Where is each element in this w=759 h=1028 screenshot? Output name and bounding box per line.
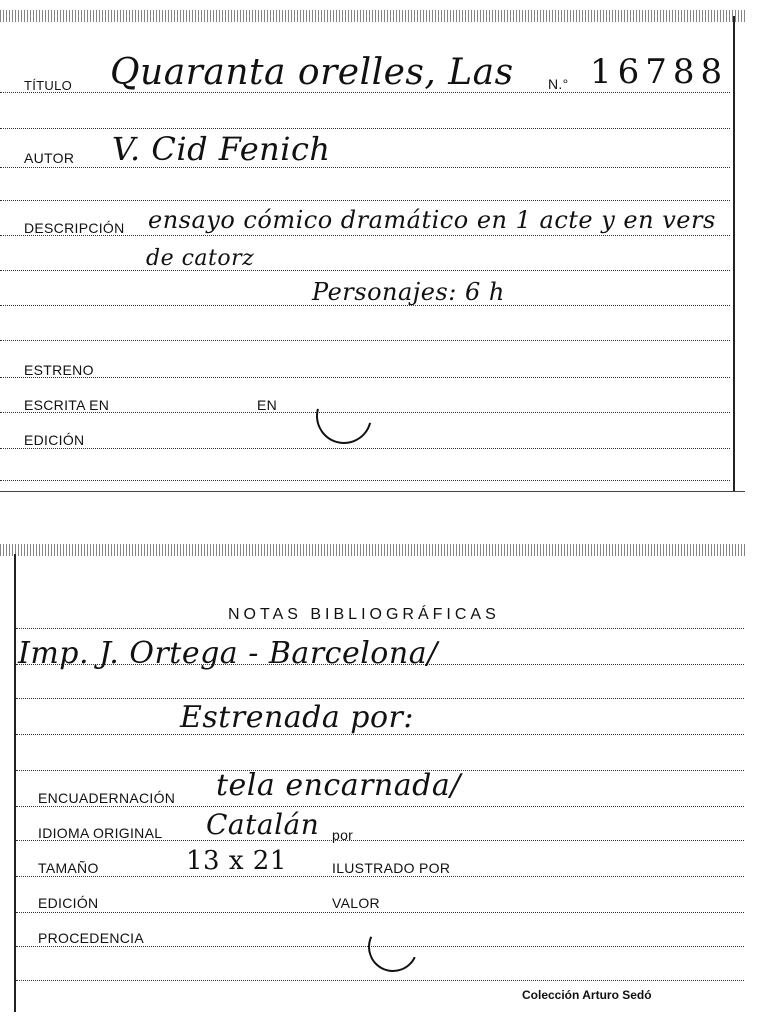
- ruled-line: [0, 270, 730, 271]
- field-label-por: por: [332, 827, 354, 843]
- card-right-border: [733, 16, 735, 492]
- card-edge-texture: [0, 10, 745, 22]
- notes-section-title: NOTAS BIBLIOGRÁFICAS: [228, 606, 500, 623]
- catalog-card-notes: [0, 540, 745, 1018]
- ruled-line: [16, 980, 744, 981]
- field-label-descripcion: DESCRIPCIÓN: [24, 220, 125, 236]
- ruled-line: [0, 128, 730, 129]
- field-label-titulo: TÍTULO: [24, 78, 73, 93]
- title-value: Quaranta orelles, Las: [110, 52, 514, 93]
- ruled-line: [0, 200, 730, 201]
- field-label-idioma-original: IDIOMA ORIGINAL: [38, 825, 163, 841]
- pen-mark: [306, 378, 382, 454]
- author-value: V. Cid Fenich: [112, 130, 331, 168]
- field-label-encuadernacion: ENCUADERNACIÓN: [38, 790, 176, 806]
- field-label-edicion: EDICIÓN: [38, 895, 99, 911]
- field-label-autor: AUTOR: [24, 150, 75, 166]
- field-label-estreno: ESTRENO: [24, 362, 94, 378]
- ruled-line: [16, 628, 744, 629]
- personajes-note: Personajes: 6 h: [312, 278, 505, 306]
- notes-line-2: Estrenada por:: [180, 700, 414, 735]
- description-line-1: ensayo cómico dramático en 1 acte y en vers: [148, 206, 716, 234]
- number-prefix: N.°: [548, 76, 569, 92]
- catalog-number: 16788: [590, 52, 729, 92]
- notes-line-1: Imp. J. Ortega - Barcelona/: [18, 636, 438, 671]
- field-label-edicion: EDICIÓN: [24, 432, 85, 448]
- field-label-tamano: TAMAÑO: [38, 860, 99, 876]
- ruled-line: [0, 340, 730, 341]
- language-value: Catalán: [206, 808, 320, 841]
- binding-value: tela encarnada/: [216, 768, 461, 803]
- ruled-line: [16, 806, 744, 807]
- field-label-en: EN: [257, 397, 278, 413]
- field-label-escrita-en: ESCRITA EN: [24, 397, 110, 413]
- ruled-line: [0, 167, 730, 168]
- ruled-line: [16, 698, 744, 699]
- ruled-line: [0, 448, 730, 449]
- pen-mark: [361, 915, 425, 979]
- card-bottom-edge: [0, 491, 745, 492]
- card-edge-texture: [0, 544, 745, 556]
- field-label-ilustrado-por: ILUSTRADO POR: [332, 860, 451, 876]
- card-left-border: [14, 554, 16, 1012]
- field-label-valor: VALOR: [332, 895, 380, 911]
- ruled-line: [0, 480, 730, 481]
- field-label-procedencia: PROCEDENCIA: [38, 930, 144, 946]
- description-line-2: de catorz: [146, 246, 255, 271]
- collection-footer: Colección Arturo Sedó: [522, 988, 652, 1002]
- catalog-card-main: [0, 0, 745, 492]
- size-value: 13 x 21: [186, 846, 287, 876]
- ruled-line: [16, 912, 744, 913]
- ruled-line: [16, 876, 744, 877]
- ruled-line: [0, 377, 730, 378]
